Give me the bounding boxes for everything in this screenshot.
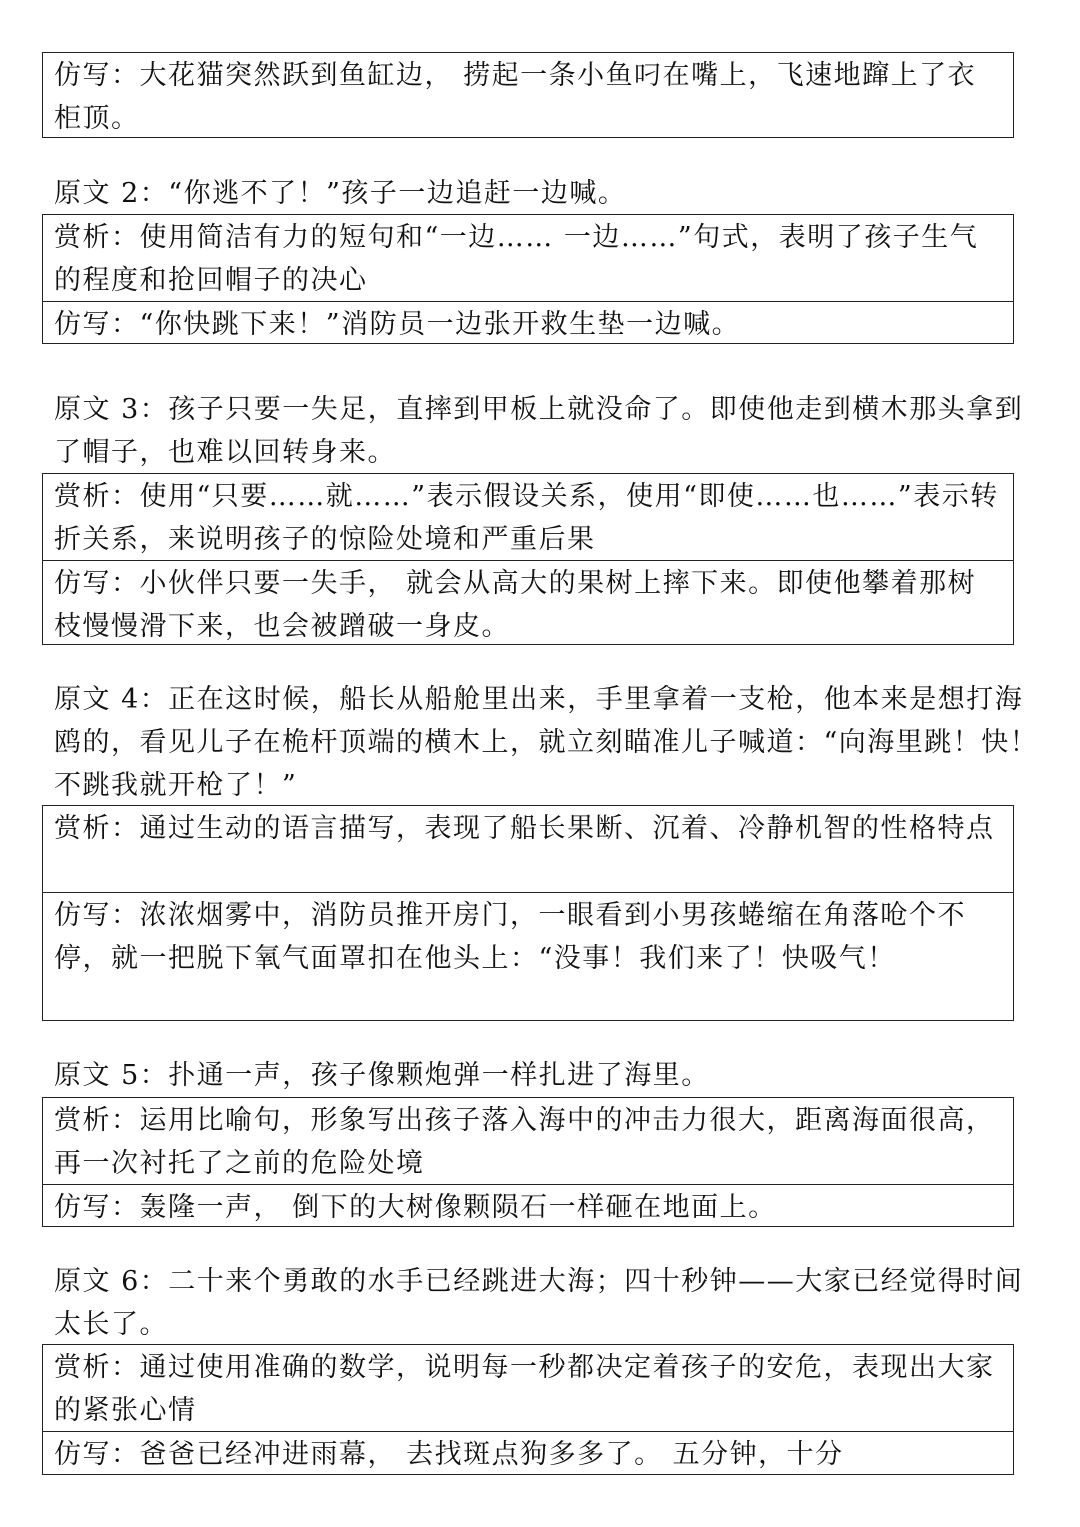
imitation-text: 仿写：浓浓烟雾中，消防员推开房门，一眼看到小男孩蜷缩在角落呛个不停，就一把脱下氧气面罩扣在他头上：“没事！我们来了！快吸气！ [43,892,1013,1019]
analysis-text: 赏析：使用简洁有力的短句和“一边…… 一边……”句式，表明了孩子生气的程度和抢回帽子的决心 [54,222,979,296]
analysis-text: 赏析：运用比喻句，形象写出孩子落入海中的冲击力很大，距离海面很高，再一次衬托了之前的危险处境 [54,1105,995,1179]
imitation-text: 仿写：大花猫突然跃到鱼缸边， 捞起一条小鱼叼在嘴上，飞速地蹿上了衣柜顶。 [54,60,977,134]
analysis-box-2 [42,214,1014,344]
original-text-5: 原文 5：扑通一声，孩子像颗炮弹一样扎进了海里。 [54,1060,710,1091]
original-text-6: 原文 6：二十来个勇敢的水手已经跳进大海；四十秒钟——大家已经觉得时间太长了。 [54,1266,1024,1340]
original-text-2: 原文 2：“你逃不了！”孩子一边追赶一边喊。 [54,178,627,209]
imitation-text: 仿写：爸爸已经冲进雨幕， 去找斑点狗多多了。 五分钟，十分 [43,1431,1013,1473]
analysis-box-6 [42,1344,1014,1475]
imitation-text: 仿写：“你快跳下来！”消防员一边张开救生垫一边喊。 [43,301,1013,342]
original-text-4: 原文 4：正在这时候，船长从船舱里出来，手里拿着一支枪，他本来是想打海鸥的，看见儿子在桅杆顶端的横木上，就立刻瞄准儿子喊道：“向海里跳！快！不跳我就开枪了！” [54,684,1039,801]
analysis-box-5 [42,1097,1014,1227]
analysis-text: 赏析：使用“只要……就……”表示假设关系，使用“即使……也……”表示转折关系，来说明孩子的惊险处境和严重后果 [54,481,999,555]
analysis-box-3 [42,473,1014,645]
imitation-text: 仿写：小伙伴只要一失手， 就会从高大的果树上摔下来。即使他攀着那树枝慢慢滑下来，也会被蹭破一身皮。 [43,560,1013,643]
analysis-box-4 [42,805,1014,1021]
analysis-text: 赏析：通过使用准确的数学，说明每一秒都决定着孩子的安危，表现出大家的紧张心情 [54,1352,995,1426]
analysis-text: 赏析：通过生动的语言描写，表现了船长果断、沉着、冷静机智的性格特点 [54,813,995,844]
original-text-3: 原文 3：孩子只要一失足，直摔到甲板上就没命了。即使他走到横木那头拿到了帽子，也难以回转身来。 [54,394,1024,468]
imitation-text: 仿写：轰隆一声， 倒下的大树像颗陨石一样砸在地面上。 [43,1184,1013,1225]
imitation-box-1 [42,52,1014,138]
